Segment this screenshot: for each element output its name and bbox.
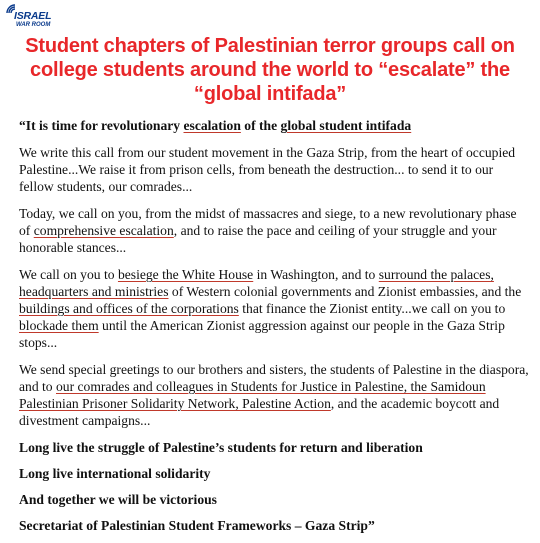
paragraph-text: Today, we call on you, from the midst of massacres and siege, to a new revolutionary phase of [19, 206, 517, 238]
statement-lead [19, 117, 529, 134]
underlined-phrase: global student intifada [280, 118, 412, 133]
paragraph-text: until the American Zionist aggression against our people in the Gaza Strip stops... [19, 318, 505, 350]
paragraph-text: that finance the Zionist entity...we call on you to [238, 301, 506, 316]
quoted-statement [19, 117, 529, 543]
slogan-1: Long live the struggle of Palestine’s students for return and liberation [19, 440, 423, 455]
paragraph-text: in Washington, and to [253, 267, 379, 282]
israel-war-room-logo [6, 4, 54, 32]
underlined-phrase: comprehensive escalation [33, 223, 174, 238]
paragraph-text: , and the academic boycott and divestment campaigns... [19, 396, 500, 428]
paragraph-text: , and to raise the pace and ceiling of your struggle and your honorable stances... [19, 223, 497, 255]
lead-text: of the [240, 118, 281, 133]
paragraph-2 [19, 205, 529, 256]
signature-line: Secretariat of Palestinian Student Frameworks – Gaza Strip” [19, 518, 375, 533]
logo-text-war-room: WAR ROOM [16, 22, 51, 28]
paragraph-text: of Western colonial governments and Zionist embassies, and the [168, 284, 522, 299]
underlined-phrase: besiege the White House [117, 267, 254, 282]
paragraph-4 [19, 361, 529, 429]
paragraph-1: We write this call from our student movement in the Gaza Strip, from the heart of occupied Palestine...We raise it from prison cells, from beneath the destruction... to send it to our fellow students, our comrades... [19, 145, 516, 194]
logo-text-israel: ISRAEL [14, 10, 52, 22]
headline: Student chapters of Palestinian terror groups call on college students around the world to “escalate” the “global intifada” [25, 35, 515, 105]
underlined-phrase: escalation [183, 118, 241, 133]
underlined-phrase: blockade them [19, 318, 99, 333]
underlined-phrase: buildings and offices of the corporations [19, 301, 239, 316]
underlined-phrase: surround the palaces, headquarters and ministries [19, 267, 494, 299]
slogan-2: Long live international solidarity [19, 466, 211, 481]
underlined-phrase: our comrades and colleagues in Students for Justice in Palestine, the Samidoun Palestinian Prisoner Solidarity Network, Palestine Action [19, 379, 486, 411]
slogan-3: And together we will be victorious [19, 492, 217, 507]
paragraph-text: We call on you to [19, 267, 118, 282]
paragraph-3 [19, 266, 529, 351]
paragraph-text: We send special greetings to our brothers and sisters, the students of Palestine in the diaspora, and to [19, 362, 529, 394]
lead-text: “It is time for revolutionary [19, 118, 184, 133]
